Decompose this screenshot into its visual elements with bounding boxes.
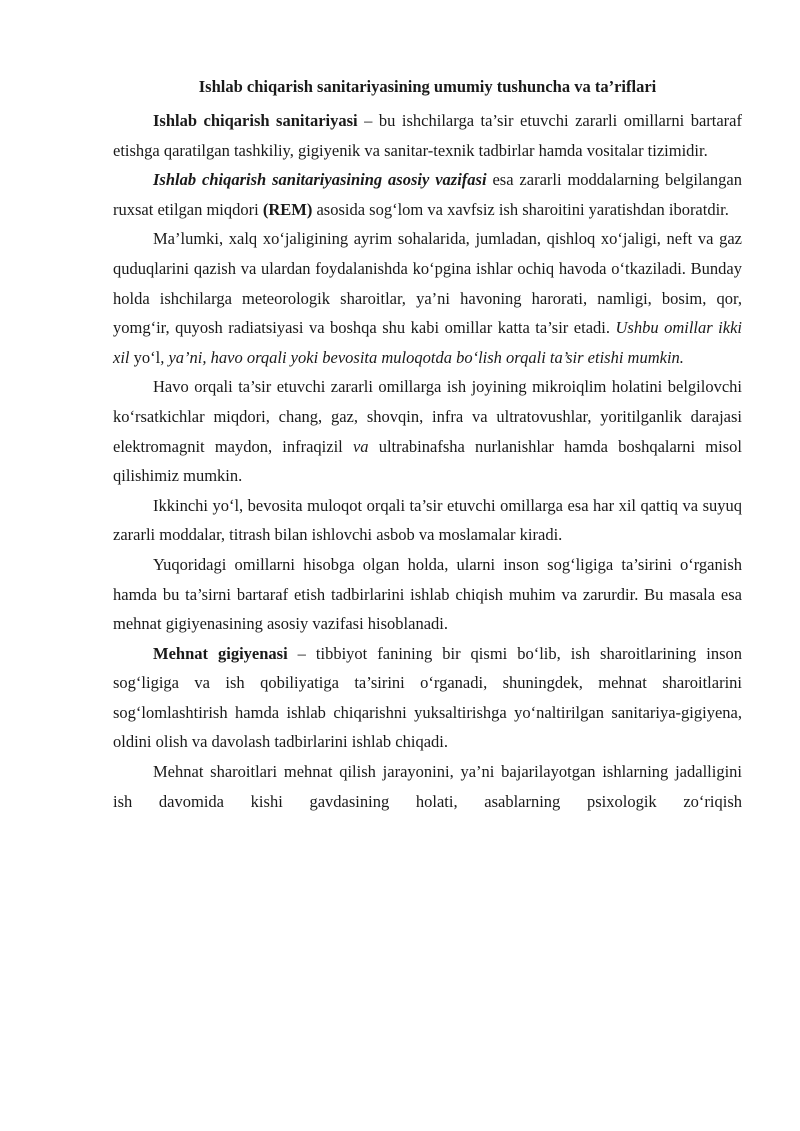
italic-text: , ya’ni, havo orqali yoki bevosita muloqotda bo‘lish orqali ta’sir etishi mumkin. [160, 347, 684, 367]
paragraph-text: Mehnat sharoitlari mehnat qilish jarayonini, ya’ni bajarilayotgan ishlarning jadalligini ish davomida kishi gavdasining holati, asablarning psixologik zo‘riqish [113, 762, 742, 811]
paragraph-outdoor-factors [113, 224, 742, 372]
paragraph-main-task [113, 165, 742, 224]
paragraph-working-conditions [113, 757, 742, 816]
paragraph-text: Ikkinchi yo‘l, bevosita muloqot orqali ta’sir etuvchi omillarga esa har xil qattiq va suyuq zararli moddalar, titrash bilan ishlovchi asbob va moslamalar kiradi. [113, 495, 742, 545]
italic-text: va [352, 436, 369, 456]
paragraph-hygiene-task [113, 550, 742, 639]
paragraph-airborne-factors [113, 372, 742, 490]
paragraph-text: – tibbiyot fanining bir qismi bo‘lib, ish sharoitlarining inson sog‘ligiga va ish qobiliyatiga ta’sirini o‘rganadi, shuningdek, mehnat sharoitlarini sog‘lomlashtirish hamda ishlab chiqarishni yuksaltirishga yo‘naltirilgan sanitariya-gigiyena, oldini olish va davolash tadbirlarini ishlab chiqadi. [113, 643, 742, 752]
paragraph-text: Havo orqali ta’sir etuvchi zararli omillarga ish joyining mikroiqlim holatini belgilovchi ko‘rsatkichlar miqdori, chang, gaz, shovqin, infra va ultratovushlar, yoritilganlik darajasi elektromagnit maydon, infraqizil [113, 377, 742, 456]
paragraph-text: Ma’lumki, xalq xo‘jaligining ayrim sohalarida, jumladan, qishloq xo‘jaligi, neft va gaz quduqlarini qazish va ulardan foydalanishda ko‘pgina ishlar ochiq havoda o‘tkaziladi. Bunday holda ishchilarga meteorologik sharoitlar, ya’ni havoning harorati, namligi, bosim, qor, yomg‘ir, quyosh radiatsiyasi va boshqa shu kabi omillar katta ta’sir etadi. [113, 229, 742, 338]
paragraph-contact-factors [113, 491, 742, 550]
italic-text: Ushbu omillar ikki xil [113, 318, 742, 367]
paragraph-definition-hygiene [113, 639, 742, 757]
rem-abbreviation: (REM) [262, 199, 313, 219]
paragraph-text: ultrabinafsha nurlanishlar hamda boshqalarni misol qilishimiz mumkin. [113, 436, 742, 486]
term-main-task: Ishlab chiqarish sanitariyasining asosiy vazifasi [153, 170, 487, 190]
paragraph-text: asosida sog‘lom va xavfsiz ish sharoitini yaratishdan iboratdir. [312, 199, 729, 219]
term-labor-hygiene: Mehnat gigiyenasi [153, 643, 288, 663]
paragraph-definition-sanitation [113, 106, 742, 165]
paragraph-text: Yuqoridagi omillarni hisobga olgan holda, ularni inson sog‘ligiga ta’sirini o‘rganish hamda bu ta’sirni bartaraf etish tadbirlarini ishlab chiqish muhim va zarurdir. Bu masala esa mehnat gigiyenasining asosiy vazifasi hisoblanadi. [113, 554, 742, 634]
paragraph-text: esa zararli moddalarning belgilangan ruxsat etilgan miqdori [113, 170, 742, 219]
term-production-sanitation: Ishlab chiqarish sanitariyasi [153, 111, 358, 130]
paragraph-text: – bu ishchilarga ta’sir etuvchi zararli omillarni bartaraf etishga qaratilgan tashkiliy, gigiyenik va sanitar-texnik tadbirlar hamda vositalar tizimidir. [113, 111, 742, 160]
page-title: Ishlab chiqarish sanitariyasining umumiy tushuncha va ta’riflari [198, 77, 657, 96]
paragraph-text: yo‘l [129, 347, 161, 367]
